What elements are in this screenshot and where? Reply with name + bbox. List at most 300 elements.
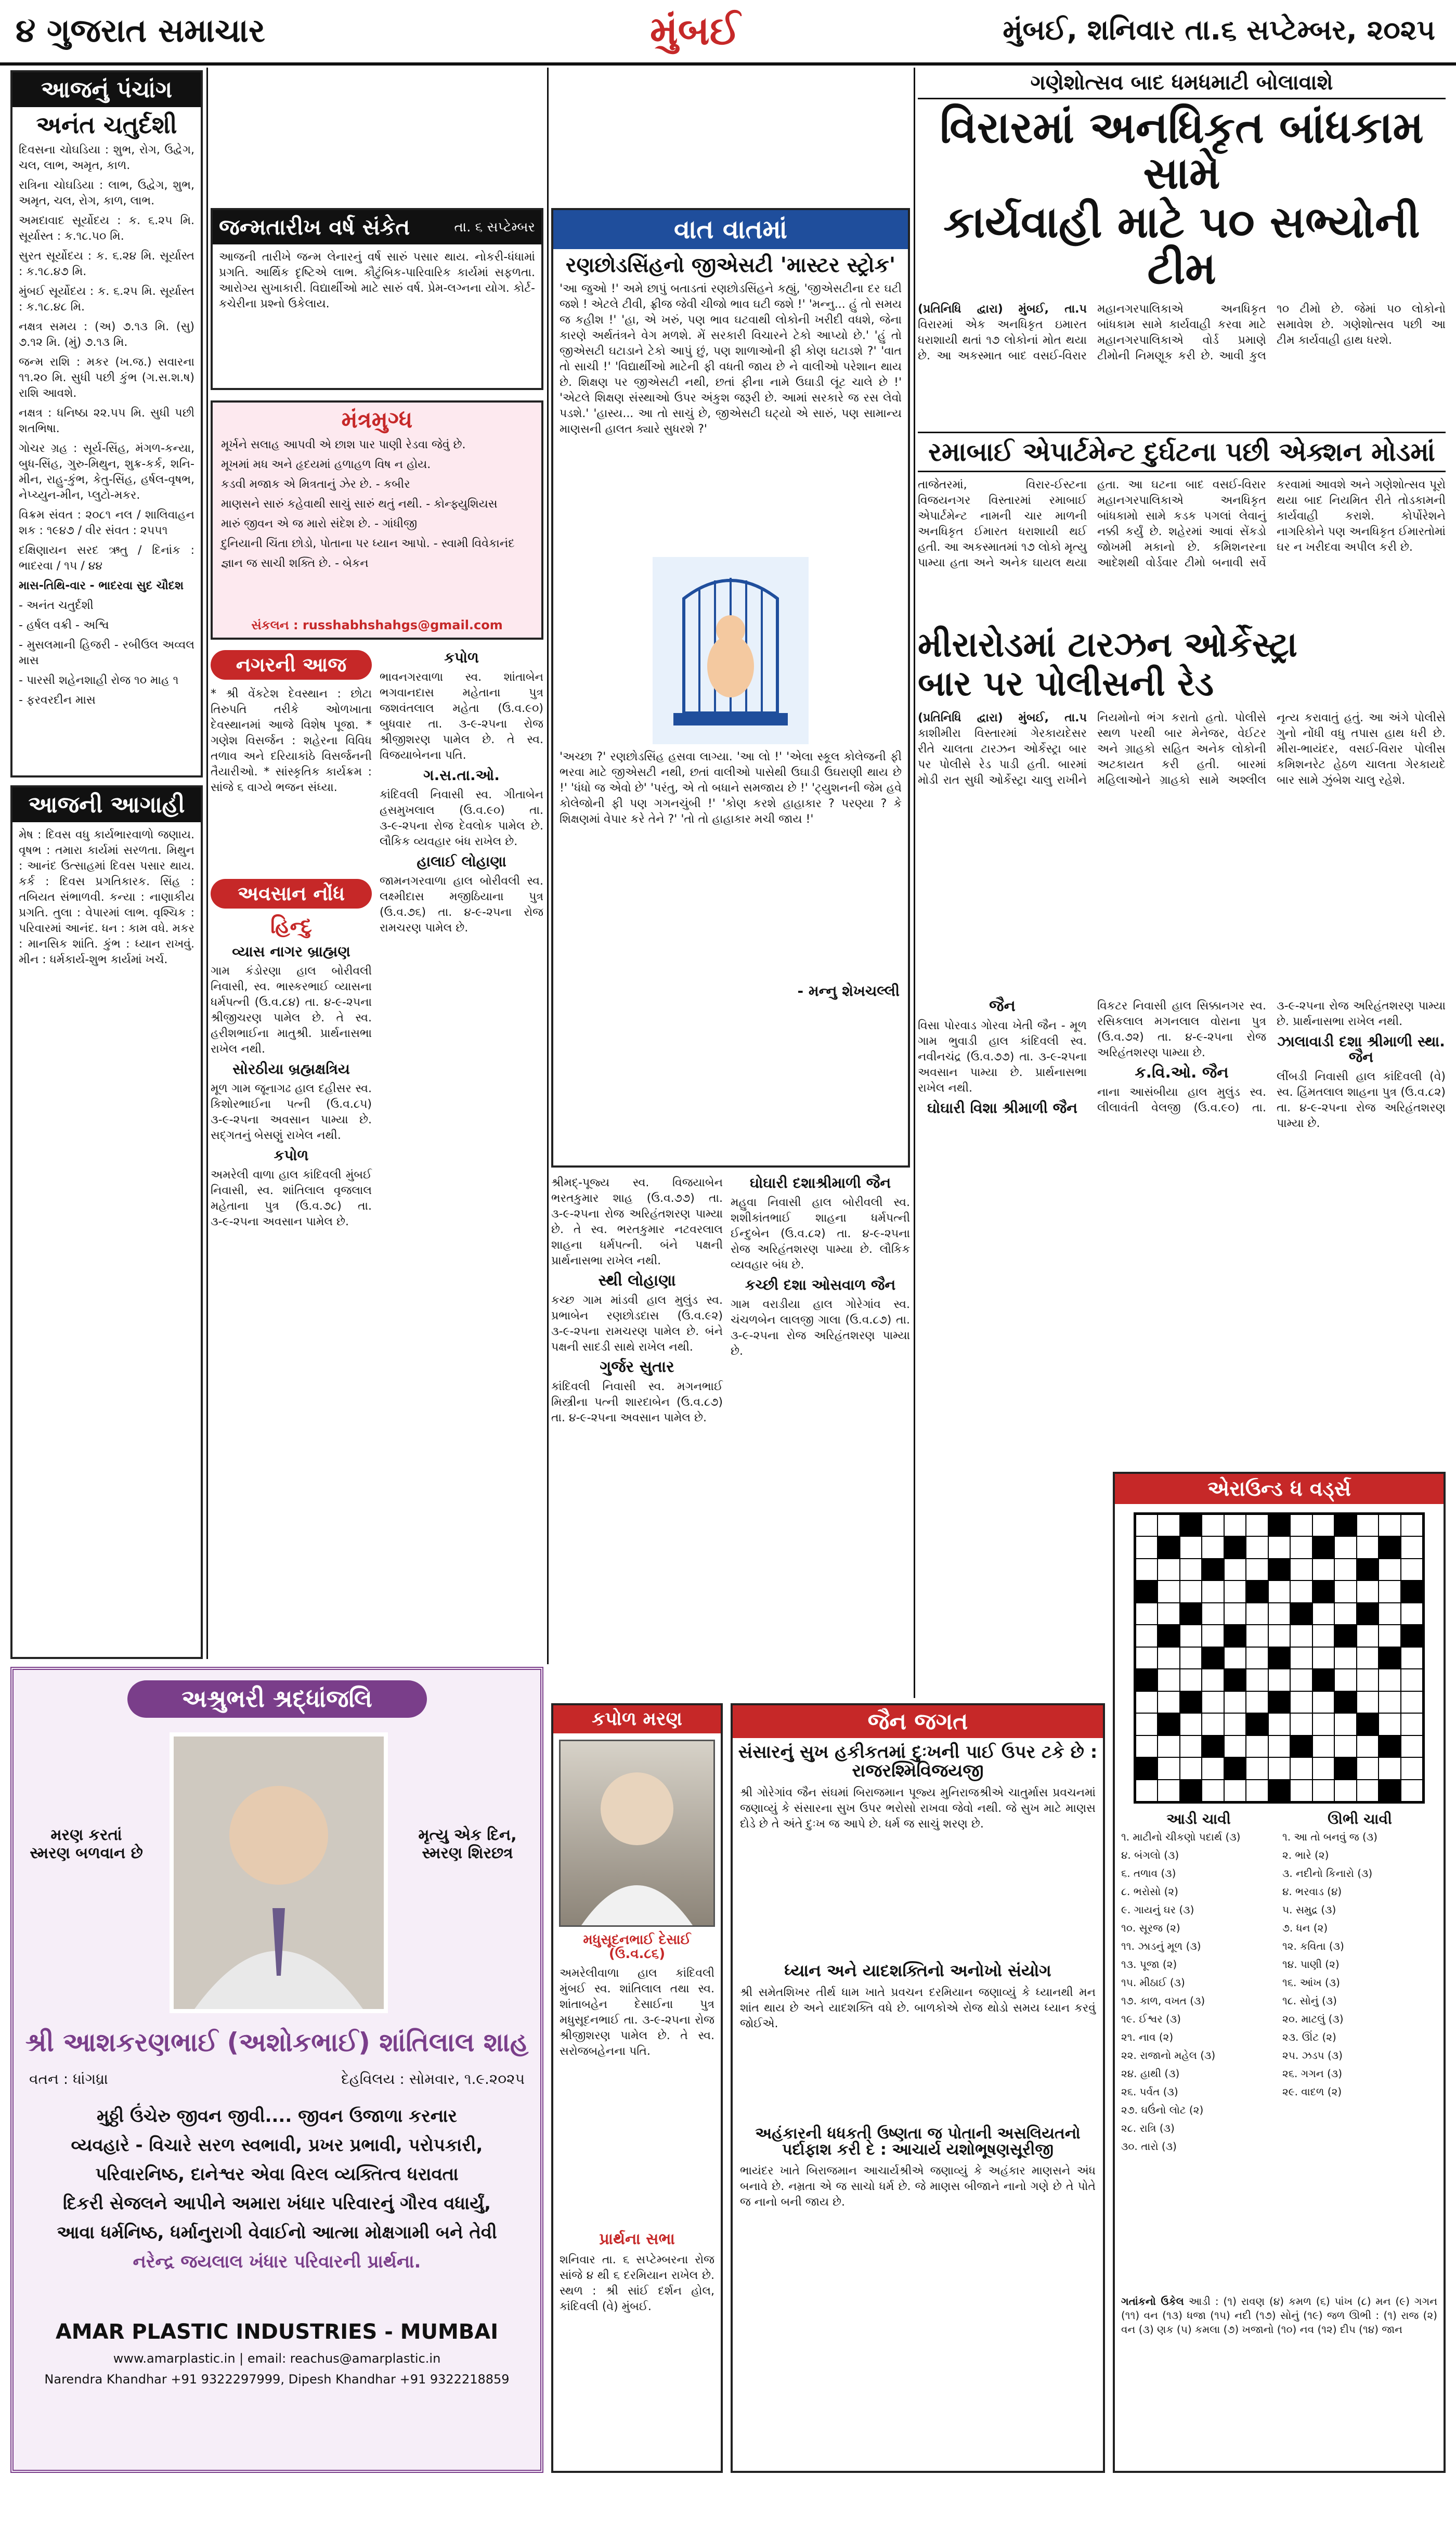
column-divider [914,68,915,1698]
kapol-maran-box [551,1703,723,2473]
vaat-box [551,208,910,1168]
tribute-line: મુઠ્ઠી ઉંચેરુ જીવન જીવી.... જીવન ઉજાળા કરનાર [97,2106,457,2127]
clue: ૨૬. ગગન (૩) [1282,2067,1343,2080]
grid-cell[interactable] [1290,1691,1312,1713]
grid-cell[interactable] [1379,1580,1400,1602]
grid-cell[interactable] [1334,1735,1356,1757]
clue: ૧૬. આંખ (૩) [1282,1976,1340,1989]
grid-cell [1268,1691,1290,1713]
grid-cell[interactable] [1224,1580,1246,1602]
grid-cell[interactable] [1268,1536,1290,1558]
clue: ૨૬. પર્વત (૩) [1121,2085,1178,2098]
grid-cell[interactable] [1202,1669,1224,1691]
column-divider [206,68,208,1659]
grid-cell[interactable] [1180,1559,1202,1580]
grid-cell[interactable] [1224,1514,1246,1536]
clue: ૪. બંગલો (૩) [1121,1849,1179,1861]
festival-title: માસ-તિથિ-વાર - ભાદરવા સુદ ચૌદશ [19,579,184,593]
obit-text: જામનગરવાળા હાલ બોરીવલી સ્વ. લક્ષ્મીદાસ મજીઠિયાના પુત્ર (ઉ.વ.૭૬) તા. ૪-૯-૨૫ના રોજ રામચરણ પામેલ છે. [380,875,543,935]
grid-cell[interactable] [1180,1757,1202,1779]
obit-heading: ક.વિ.ઓ. જૈન [1135,1064,1229,1082]
obit-heading: સોરઠીયા બ્રહ્મક્ષત્રિય [232,1060,350,1078]
grid-cell[interactable] [1290,1536,1312,1558]
clue: ૯. ગાયનું ઘર (૩) [1121,1903,1194,1916]
ganesh-place: મુંબઈ, તા.૫ [1018,302,1087,316]
grid-cell[interactable] [1136,1514,1158,1536]
clue: ૧૫. મીઠાઈ (૩) [1121,1976,1185,1989]
grid-cell[interactable] [1158,1735,1179,1757]
grid-cell[interactable] [1401,1780,1423,1802]
janmatarikh-text: આજની તારીખે જન્મ લેનારનું વર્ષ સારું પસાર થાય. નોકરી-ધંધામાં પ્રગતિ. આર્થિક દૃષ્ટિએ લાભ. કૌટુંબિક-પારિવારિક કાર્યમાં સફળતા. આરોગ્ય સુખાકારી. વિદ્યાર્થીઓ માટે સારું વર્ષ. પ્રેમ-લગ્નના યોગ. કોર્ટ-કચેરીના પ્રશ્નો ઉકેલાય. [219,251,535,310]
grid-cell[interactable] [1224,1780,1246,1802]
panchang-line: મુંબઈ સૂર્યોદય : ક. ૬.૨૫ મિ. સૂર્યાસ્ત : ક.૧૮.૪૮ મિ. [19,285,194,314]
tribute-line: આવા ધર્મનિષ્ઠ, ધર્માનુરાગી વેવાઈનો આત્મા મોક્ષગામી બને તેવી [57,2222,497,2243]
panchang-line: વિક્રમ સંવત : ૨૦૮૧ નલ / શાલિવાહન શક : ૧૯૪૭ / વીર સંવત : ૨૫૫૧ [19,509,194,538]
obit-text: વિકટર નિવાસી હાલ સિક્કાનગર સ્વ. રસિકલાલ મગનલાલ વોરાના પુત્ર (ઉ.વ.૭૨) તા. ૪-૯-૨૫ના રોજ અરિહંતશરણ પામ્યા છે. [1097,1000,1266,1059]
grid-cell[interactable] [1158,1580,1179,1602]
mantra-line: મૂખમાં મધ અને હૃદયમાં હળાહળ વિષ ન હોય. [221,458,431,471]
grid-cell[interactable] [1401,1514,1423,1536]
grid-cell[interactable] [1357,1691,1379,1713]
grid-cell[interactable] [1224,1647,1246,1669]
clue: ૨૦. માટલું (૩) [1282,2013,1344,2025]
clue: ૧૩. પૂજા (૨) [1121,1958,1177,1971]
jain-jagat-box [731,1703,1105,2473]
grid-cell[interactable] [1136,1691,1158,1713]
birdcage-cartoon-icon [653,557,809,744]
mantra-line: કડવી મજાક એ મિત્રતાનું ઝેર છે. - કબીર [221,478,410,491]
grid-cell[interactable] [1401,1603,1423,1625]
grid-cell [1136,1757,1158,1779]
grid-cell[interactable] [1334,1780,1356,1802]
shraddhanjali-photo [170,1732,388,2013]
grid-cell[interactable] [1357,1669,1379,1691]
ganesh-body [918,302,1446,432]
grid-cell [1136,1669,1158,1691]
shraddhanjali-title: અશ્રુભરી શ્રદ્ધાંજલિ [127,1680,427,1718]
grid-cell[interactable] [1246,1669,1268,1691]
clue: ૨૮. રાત્રિ (૩) [1121,2122,1175,2134]
grid-cell[interactable] [1246,1514,1268,1536]
grid-cell[interactable] [1158,1669,1179,1691]
clue: ૩૦. તારો (૩) [1121,2140,1177,2153]
grid-cell[interactable] [1379,1603,1400,1625]
grid-cell [1224,1536,1246,1558]
clue: ૨૯. વાદળ (૨) [1282,2085,1342,2098]
panchang-title: આજનું પંચાંગ [12,72,201,107]
clue: ૫. સમુદ્ર (૩) [1282,1903,1336,1916]
grid-cell[interactable] [1334,1559,1356,1580]
grid-cell[interactable] [1158,1780,1179,1802]
grid-cell[interactable] [1158,1691,1179,1713]
down-clues [1282,1812,1437,2290]
grid-cell[interactable] [1357,1536,1379,1558]
grid-cell[interactable] [1379,1514,1400,1536]
grid-cell [1268,1647,1290,1669]
grid-cell[interactable] [1158,1559,1179,1580]
mira-byline: (પ્રતિનિધિ દ્વારા) [918,711,1003,724]
grid-cell [1312,1536,1334,1558]
vaat-author: - મન્નુ શેખચલ્લી [797,982,900,1000]
grid-cell[interactable] [1290,1580,1312,1602]
grid-cell[interactable] [1312,1559,1334,1580]
grid-cell[interactable] [1180,1580,1202,1602]
company-web: www.amarplastic.in | email: reachus@amarplastic.in [113,2351,441,2366]
clue: ૨. ભારે (૨) [1282,1849,1329,1861]
grid-cell [1379,1735,1400,1757]
grid-cell[interactable] [1379,1713,1400,1735]
obit-heading: કપોળ [444,649,479,666]
crossword-grid [1134,1512,1425,1804]
janmatarikh-header [213,210,541,244]
tribute-line: નરેન્દ્ર જયલાલ ખંધાર પરિવારની પ્રાર્થના. [133,2251,421,2272]
grid-cell[interactable] [1401,1735,1423,1757]
obit-text: કાંદિવલી નિવાસી સ્વ. મગનભાઈ મિસ્ત્રીના પત્ની શારદાબેન (ઉ.વ.૮૭) તા. ૪-૯-૨૫ના અવસાન પામેલ છે. [551,1380,723,1424]
obit-heading: કપોળ [274,1147,309,1164]
kapol-name: મધુસૂદનભાઈ દેસાઈ (ઉ.વ.૮૬) [583,1932,691,1962]
grid-cell[interactable] [1136,1625,1158,1647]
grid-cell[interactable] [1180,1735,1202,1757]
grid-cell[interactable] [1379,1669,1400,1691]
page-number: ૪ ગુજરાત સમાચાર [16,11,265,49]
obit-text: વિસા પોરવાડ ગોરવા ખેતી જૈન - મૂળ ગામ ભુવાડી હાલ કાંદિવલી સ્વ. નવીનચંદ્ર (ઉ.વ.૭૭) તા. ૩-૯-૨૫ના અવસાન પામ્યા છે. પ્રાર્થનાસભા રાખેલ નથી. [918,1019,1087,1095]
company-name: AMAR PLASTIC INDUSTRIES - MUMBAI [55,2320,499,2344]
grid-cell[interactable] [1357,1625,1379,1647]
agahi-text: મેષ : દિવસ વધુ કાર્યભારવાળો જણાય. વૃષભ : તમારા કાર્યમાં સરળતા. મિથુન : આનંદ ઉત્સાહમાં દિવસ પસાર થાય. કર્ક : દિવસ પ્રગતિકારક. સિંહ : તબિયત સંભાળવી. કન્યા : નાણાકીય પ્રગતિ. તુલા : વેપારમાં લાભ. વૃશ્ચિક : પરિવારમાં આનંદ. ધન : કામ વધે. મકર : માનસિક શાંતિ. કુંભ : ધ્યાન રાખવું. મીન : ધર્મકાર્ય-શુભ કાર્યમાં ખર્ચ. [19,828,194,966]
grid-cell[interactable] [1202,1691,1224,1713]
grid-cell [1246,1713,1268,1735]
avsan-sub: હિન્દુ [270,914,312,938]
nagar-title: નગરની આજ [211,650,372,681]
grid-cell[interactable] [1136,1536,1158,1558]
panchang-line: રાત્રિના ચોઘડિયા : લાભ, ઉદ્વેગ, શુભ, અમૃત, ચલ, રોગ, કાળ, લાભ. [19,179,194,208]
grid-cell[interactable] [1401,1757,1423,1779]
grid-cell[interactable] [1202,1514,1224,1536]
grid-cell[interactable] [1202,1625,1224,1647]
down-title: ઊભી ચાવી [1328,1810,1392,1828]
masthead [0,0,1456,66]
nagar-text: * શ્રી વેંકટેશ દેવસ્થાન : છોટા તિરુપતિ તરીકે ઓળખાતા દેવસ્થાનમાં આજે વિશેષ પૂજા. * ગણેશ વિસર્જન : શહેરના વિવિધ તળાવ અને દરિયાકાંઠે વિસર્જનની તૈયારીઓ. * સાંસ્કૃતિક કાર્યક્રમ : સાંજે ૬ વાગ્યે ભજન સંધ્યા. [211,688,372,794]
grid-cell[interactable] [1246,1536,1268,1558]
grid-cell[interactable] [1202,1603,1224,1625]
grid-cell[interactable] [1401,1647,1423,1669]
grid-cell [1224,1625,1246,1647]
grid-cell [1401,1580,1423,1602]
janmatarikh-title: જન્મતારીખ વર્ષ સંકેત [219,214,410,240]
shraddhanjali-left: મરણ કરતાં સ્મરણ બળવાન છે [30,1826,143,1862]
grid-cell[interactable] [1290,1647,1312,1669]
grid-cell[interactable] [1379,1625,1400,1647]
grid-cell[interactable] [1202,1757,1224,1779]
grid-cell [1224,1757,1246,1779]
grid-cell[interactable] [1401,1713,1423,1735]
clue: ૨૩. ઊંટ (૨) [1282,2031,1336,2043]
grid-cell[interactable] [1334,1536,1356,1558]
grid-cell[interactable] [1158,1647,1179,1669]
grid-cell[interactable] [1246,1691,1268,1713]
deceased-photo [559,1740,715,1927]
obit-heading: ઝાલાવાડી દશા શ્રીમાળી સ્થા. જૈન [1277,1033,1445,1066]
ganesh-kicker: ગણેશોત્સવ બાદ ધમધમાટી બોલાવાશે [918,68,1446,99]
clue: ૮. ભરોસો (૨) [1121,1885,1178,1898]
right-obits [918,999,1446,1467]
grid-cell [1334,1625,1356,1647]
grid-cell[interactable] [1246,1603,1268,1625]
mantra-line: મૂર્ખને સલાહ આપવી એ છાશ પાર પાણી રેડવા જેવું છે. [221,438,466,451]
clue: ૧. માટીનો ચીકણો પદાર્થ (૩) [1121,1831,1241,1843]
grid-cell[interactable] [1136,1647,1158,1669]
vaat-text: 'આ જુઓ !' અમે છાપું બતાડતાં રણછોડસિંહને કહ્યું, 'જીએસટીના દર ઘટી જશે ! એટલે ટીવી, ફ્રીજ જેવી ચીજો ભાવ ઘટી જશે !' 'મન્નુ... હું તો સમય જ કહીશ !' 'હા, એ ખરું, પણ ભાવ ઘટવાથી લોકોની ખરીદી વધશે, જેના કારણે અર્થતંત્રને વેગ મળશે. મેં સરકારી વિચારને ટેકો આપ્યો છે.' 'હું તો જીએસટી ઘટાડાને ટેકો આપું છું, પણ શાળાઓની ફી કોણ ઘટાડશે ?' 'વાત તો સાચી !' 'વિદ્યાર્થીઓ માટેની ફી વધતી જાય છે ને વાલીઓ પરેશાન થાય છે. શિક્ષણ પર જીએસટી નથી, છતાં ફીના નામે ઉઘાડી લૂંટ ચાલે છે !' 'એટલે શિક્ષણ સંસ્થાઓ ઉપર અંકુશ જરૂરી છે. આમાં સરકારે જ રસ લેવો પડશે.' 'હાસ્ય... આ તો સાચું છે, જીએસટી ઘટ્યો એ સારું, પણ સામાન્ય માણસની હાલત ક્યારે સુધરશે ?' [560,282,902,436]
issue-date: મુંબઈ, શનિવાર તા.૬ સપ્ટેમ્બર, ૨૦૨૫ [1003,14,1435,46]
grid-cell [1334,1691,1356,1713]
obit-text: ગામ કંડોરણા હાલ બોરીવલી નિવાસી, સ્વ. ભાસ્કરભાઈ વ્યાસના ધર્મપત્ની (ઉ.વ.૮૪) તા. ૪-૯-૨૫ના શ્રીજીચરણ પામેલ છે. તે સ્વ. હરીશભાઈના માતુશ્રી. પ્રાર્થનાસભા રાખેલ નથી. [211,965,372,1056]
panchang-line: નક્ષત્ર સમય : (અ) ૭.૧૩ મિ. (સુ) ૭.૧૨ મિ. (મું) ૭.૧૩ મિ. [19,320,194,349]
clue: ૪. ભરવાડ (૪) [1282,1885,1342,1898]
ganesh-sub-text: તાજેતરમાં, વિરાર-ઈસ્ટના વિજયનગર વિસ્તારમાં રમાબાઈ એપાર્ટમેન્ટ નામની ચાર માળની અનધિકૃત ઈમારત ધરાશાયી થઈ હતી. આ અકસ્માતમાં ૧૭ લોકો મૃત્યુ પામ્યા હતા અને અનેક ઘાયલ થયા હતા. આ ઘટના બાદ વસઈ-વિરાર મહાનગરપાલિકાએ અનધિકૃત બાંધકામો સામે કડક પગલાં લેવાનું નક્કી કર્યું છે. શહેરમાં આવાં સેંકડો જોખમી મકાનો છે. કમિશનરના આદેશથી વોર્ડવાર ટીમો બનાવી સર્વે કરવામાં આવશે અને ગણેશોત્સવ પૂરો થયા બાદ નિયમિત રીતે તોડકામની કાર્યવાહી કરાશે. કોર્પોરેશને નાગરિકોને પણ અનધિકૃત ઈમારતોમાં ઘર ન ખરીદવા અપીલ કરી છે. [918,478,1446,570]
grid-cell[interactable] [1158,1514,1179,1536]
mantra-line: દુનિયાની ચિંતા છોડો, પોતાના પર ધ્યાન આપો. - સ્વામી વિવેકાનંદ [221,537,515,550]
tribute-line: વ્યવહારે - વિચારે સરળ સ્વભાવી, પ્રખર પ્રભાવી, પરોપકારી, [71,2135,483,2156]
shraddhanjali-name: શ્રી આશકરણભાઈ (અશોકભાઈ) શાંતિલાલ શાહ [25,2027,529,2057]
prarthana-title: પ્રાર્થના સભા [599,2230,675,2248]
jain-h1: સંસારનું સુખ હકીકતમાં દુઃખની પાઈ ઉપર ટકે છે : રાજરશ્મિવિજયજી [738,1742,1098,1781]
clue: ૧૯. ઈશ્વર (૩) [1121,2013,1181,2025]
grid-cell[interactable] [1312,1647,1334,1669]
across-clues [1121,1812,1276,2290]
grid-cell [1379,1647,1400,1669]
festival-item: - મુસલમાની હિજરી - રબીઉલ અવ્વલ માસ [19,639,194,668]
grid-cell[interactable] [1401,1669,1423,1691]
crossword-box [1113,1472,1446,2473]
obits-col2 [380,650,543,1656]
obit-heading: કચ્છી દશા ઓસવાળ જૈન [745,1276,896,1293]
grid-cell[interactable] [1290,1514,1312,1536]
grid-cell [1224,1669,1246,1691]
vaat-headline: રણછોડસિંહનો જીએસટી 'માસ્ટર સ્ટ્રોક' [565,253,896,277]
grid-cell[interactable] [1202,1536,1224,1558]
grid-cell[interactable] [1268,1580,1290,1602]
grid-cell [1158,1625,1179,1647]
grid-cell[interactable] [1268,1713,1290,1735]
grid-cell[interactable] [1246,1559,1268,1580]
grid-cell[interactable] [1246,1757,1268,1779]
obit-heading: ગુર્જર સુતાર [600,1358,674,1376]
company-phones: Narendra Khandhar +91 9322297999, Dipesh Khandhar +91 9322218859 [44,2372,510,2387]
grid-cell[interactable] [1224,1713,1246,1735]
clue: ૨૨. રાજાનો મહેલ (૩) [1121,2049,1216,2062]
dehvilay: દેહવિલય : સોમવાર, ૧.૯.૨૦૨૫ [341,2070,525,2088]
grid-cell[interactable] [1334,1580,1356,1602]
clue-columns [1115,1812,1444,2290]
panchang-line: ગોચર ગ્રહ : સૂર્ય-સિંહ, મંગળ-કન્યા, બુધ-સિંહ, ગુરુ-મિથુન, શુક્ર-કર્ક, શનિ-મીન, રાહુ-કુંભ, કેતુ-સિંહ, હર્ષલ-વૃષભ, નેપ્ચ્યુન-મીન, પ્લુટો-મકર. [19,442,194,502]
mantra-contact: સંકલન : russhabhshahgs@gmail.com [251,618,503,632]
grid-cell [1180,1514,1202,1536]
grid-cell[interactable] [1290,1780,1312,1802]
obit-heading: ઘોઘારી દશાશ્રીમાળી જૈન [749,1174,891,1191]
grid-cell [1246,1580,1268,1602]
across-title: આડી ચાવી [1166,1810,1231,1828]
clue: ૧. આ તો બનવું જ (૩) [1282,1831,1377,1843]
grid-cell[interactable] [1312,1780,1334,1802]
grid-cell[interactable] [1268,1669,1290,1691]
grid-cell[interactable] [1357,1580,1379,1602]
grid-cell[interactable] [1357,1757,1379,1779]
grid-cell [1268,1514,1290,1536]
grid-cell[interactable] [1379,1691,1400,1713]
grid-cell[interactable] [1136,1559,1158,1580]
grid-cell[interactable] [1312,1757,1334,1779]
obit-text: કચ્છ ગામ માંડવી હાલ મુલુંડ સ્વ. પ્રભાબેન રણછોડદાસ (ઉ.વ.૯૨) ૩-૯-૨૫ના રામચરણ પામેલ છે. બંને પક્ષની સાદડી સાથે રાખેલ નથી. [551,1294,723,1354]
grid-cell[interactable] [1357,1647,1379,1669]
grid-cell [1180,1603,1202,1625]
obit-text: શ્રીમદ્-પૂજ્ય સ્વ. વિજયાબેન ભરતકુમાર શાહ (ઉ.વ.૭૭) તા. ૩-૯-૨૫ના રોજ અરિહંતશરણ પામ્યા છે. તે સ્વ. ભરતકુમાર નટવરલાલ શાહના ધર્મપત્ની. બંને પક્ષની પ્રાર્થનાસભા રાખેલ નથી. [551,1176,723,1267]
mira-place: મુંબઈ, તા.૫ [1018,711,1087,724]
grid-cell [1312,1669,1334,1691]
grid-cell [1379,1536,1400,1558]
panchang-lines [12,142,201,707]
mira-text: કાશીમીરા વિસ્તારમાં ગેરકાયદેસર રીતે ચાલતા ટારઝન ઓર્કેસ્ટ્રા બાર પર પોલીસે રેડ પાડી હતી. બારમાં મોડી રાત સુધી ઓર્કેસ્ટ્રા ચાલુ રાખીને નિયમોનો ભંગ કરાતો હતો. પોલીસે સ્થળ પરથી બાર મેનેજર, વેઈટર અને ગ્રાહકો સહિત અનેક લોકોની અટકાયત કરી હતી. બારમાં મહિલાઓને ગ્રાહકો સામે અશ્લીલ નૃત્ય કરાવાતું હતું. આ અંગે પોલીસે ગુનો નોંધી વધુ તપાસ હાથ ધરી છે. મીરા-ભાયંદર, વસઈ-વિરાર પોલીસ કમિશનરેટ હેઠળ ચાલતા ગેરકાયદે બાર સામે ઝુંબેશ ચાલુ રહેશે. [918,711,1446,787]
grid-cell[interactable] [1401,1691,1423,1713]
grid-cell[interactable] [1401,1536,1423,1558]
shraddhanjali-ad [10,1667,543,2473]
ganesh-headline-1: વિરારમાં અનધિકૃત બાંધકામ સામે [940,102,1424,199]
grid-cell[interactable] [1180,1625,1202,1647]
mid-obits-left [551,1175,723,1695]
grid-cell[interactable] [1202,1780,1224,1802]
grid-cell[interactable] [1246,1647,1268,1669]
festival-item: - અનંત ચતુર્દશી [19,599,94,613]
grid-cell[interactable] [1268,1625,1290,1647]
grid-cell[interactable] [1312,1713,1334,1735]
grid-cell[interactable] [1158,1603,1179,1625]
grid-cell[interactable] [1202,1580,1224,1602]
grid-cell[interactable] [1224,1603,1246,1625]
grid-cell[interactable] [1334,1647,1356,1669]
grid-cell[interactable] [1290,1713,1312,1735]
mantra-line: મારું જીવન એ જ મારો સંદેશ છે. - ગાંધીજી [221,517,418,530]
grid-cell [1312,1580,1334,1602]
grid-cell [1290,1603,1312,1625]
grid-cell [1268,1559,1290,1580]
shraddhanjali-right: મૃત્યુ એક દિન, સ્મરણ શિરછત્ર [418,1826,517,1862]
obit-text: અમરેલી વાળા હાલ કાંદિવલી મુંબઈ નિવાસી, સ્વ. શાંતિલાલ વૃજલાલ મહેતાના પુત્ર (ઉ.વ.૭૮) તા. ૩-૯-૨૫ના અવસાન પામેલ છે. [211,1169,372,1228]
obit-heading: વ્યાસ નાગર બ્રાહ્મણ [232,943,350,960]
grid-cell[interactable] [1357,1735,1379,1757]
panchang-line: દક્ષિણાયન સરદ ઋતુ / દિનાંક : ભાદરવા / ૧૫ / ૪૪ [19,544,194,573]
grid-cell[interactable] [1290,1625,1312,1647]
section-title: મુંબઈ [650,7,740,54]
mantra-line: જ્ઞાન જ સાચી શક્તિ છે. - બેકન [221,557,369,570]
mantra-box [211,400,543,640]
panchang-line: નક્ષત્ર : ધનિષ્ઠા ૨૨.૫૫ મિ. સુધી પછી શતભિષા. [19,407,194,436]
grid-cell[interactable] [1290,1669,1312,1691]
grid-cell[interactable] [1246,1735,1268,1757]
grid-cell[interactable] [1180,1647,1202,1669]
grid-cell[interactable] [1202,1713,1224,1735]
ganesh-story [918,68,1446,619]
jain-h2: ધ્યાન અને યાદશક્તિનો અનોખો સંયોગ [784,1961,1051,1981]
grid-cell[interactable] [1246,1780,1268,1802]
grid-cell[interactable] [1224,1559,1246,1580]
grid-cell[interactable] [1180,1536,1202,1558]
grid-cell[interactable] [1268,1757,1290,1779]
grid-cell [1357,1713,1379,1735]
grid-cell[interactable] [1290,1757,1312,1779]
panchang-box [10,70,203,777]
clue: ૧૦. સૂરજ (૨) [1121,1922,1180,1934]
grid-cell [1334,1757,1356,1779]
grid-cell[interactable] [1312,1735,1334,1757]
grid-cell[interactable] [1312,1514,1334,1536]
portrait-icon [561,1741,713,1925]
shraddhanjali-lines [24,2102,530,2276]
grid-cell[interactable] [1312,1603,1334,1625]
grid-cell[interactable] [1136,1603,1158,1625]
obit-text: મહુવા નિવાસી હાલ બોરીવલી સ્વ. શશીકાંતભાઈ શાહના ધર્મપત્ની ઈન્દુબેન (ઉ.વ.૮૨) તા. ૪-૯-૨૫ના રોજ અરિહંતશરણ પામ્યા છે. લૌકિક વ્યવહાર બંધ છે. [731,1196,910,1272]
tribute-line: દિકરી સેજલને આપીને અમારા ખંધાર પરિવારનું ગૌરવ વધાર્યું, [62,2193,491,2214]
obit-text: કાંદિવલી નિવાસી સ્વ. ગીતાબેન હસમુખલાલ (ઉ.વ.૯૦) તા. ૩-૯-૨૫ના રોજ દેવલોક પામેલ છે. લૌકિક વ્યવહાર બંધ રાખેલ છે. [380,788,543,848]
agahi-title: આજની આગાહી [12,787,201,822]
janmatarikh-box [211,208,543,390]
grid-cell[interactable] [1136,1780,1158,1802]
mantra-lines [213,437,541,604]
panchang-sub: અનંત ચતુર્દશી [36,111,177,139]
obits-col1 [211,944,372,1656]
grid-cell[interactable] [1136,1735,1158,1757]
vaat-title: વાત વાતમાં [673,214,788,244]
grid-cell[interactable] [1379,1559,1400,1580]
panchang-line: દિવસના ચોઘડિયા : શુભ, રોગ, ઉદ્વેગ, ચલ, લાભ, અમૃત, કાળ. [19,144,194,173]
grid-cell[interactable] [1379,1757,1400,1779]
grid-cell[interactable] [1312,1691,1334,1713]
grid-cell [1158,1713,1179,1735]
grid-cell[interactable] [1334,1669,1356,1691]
grid-cell[interactable] [1334,1713,1356,1735]
grid-cell[interactable] [1334,1603,1356,1625]
grid-cell[interactable] [1224,1691,1246,1713]
mantra-line: માણસને સારું કહેવાથી સાચું સારું થતું નથી. - કોન્ફ્યુશિયસ [221,498,498,511]
grid-cell[interactable] [1246,1625,1268,1647]
panchang-line: અમદાવાદ સૂર્યોદય : ક. ૬.૨૫ મિ. સૂર્યાસ્ત : ક.૧૮.૫૦ મિ. [19,214,194,243]
grid-cell[interactable] [1180,1713,1202,1735]
clue: ૧૨. કવિતા (૩) [1282,1940,1344,1952]
grid-cell[interactable] [1268,1735,1290,1757]
festival-item: - ફરવરદીન માસ [19,694,96,707]
obit-heading: ઘોઘારી વિશા શ્રીમાળી જૈન [927,1099,1078,1117]
grid-cell[interactable] [1401,1559,1423,1580]
grid-cell[interactable] [1357,1514,1379,1536]
grid-cell[interactable] [1268,1603,1290,1625]
grid-cell[interactable] [1357,1780,1379,1802]
grid-cell[interactable] [1158,1757,1179,1779]
grid-cell[interactable] [1136,1713,1158,1735]
clue: ૭. ધન (૨) [1282,1922,1328,1934]
grid-cell[interactable] [1290,1559,1312,1580]
grid-cell [1202,1647,1224,1669]
shraddhanjali-info [29,2070,525,2088]
grid-cell[interactable] [1312,1625,1334,1647]
vatan: વતન : ધાંગધ્રા [29,2070,108,2088]
grid-cell [1334,1514,1356,1536]
obit-heading: સ્થી લોહાણા [598,1272,676,1290]
grid-cell[interactable] [1180,1669,1202,1691]
grid-cell[interactable] [1224,1735,1246,1757]
answers [1115,2290,1444,2413]
avsan-title: અવસાન નોંધ [211,879,372,910]
clue: ૨૭. ઘઉંનો લોટ (૨) [1121,2104,1204,2116]
festival-item: - પારસી શહેનશાહી રોજ ૧૦ માહ ૧ [19,674,179,688]
jain-jagat-title: જૈન જગત [733,1705,1103,1738]
